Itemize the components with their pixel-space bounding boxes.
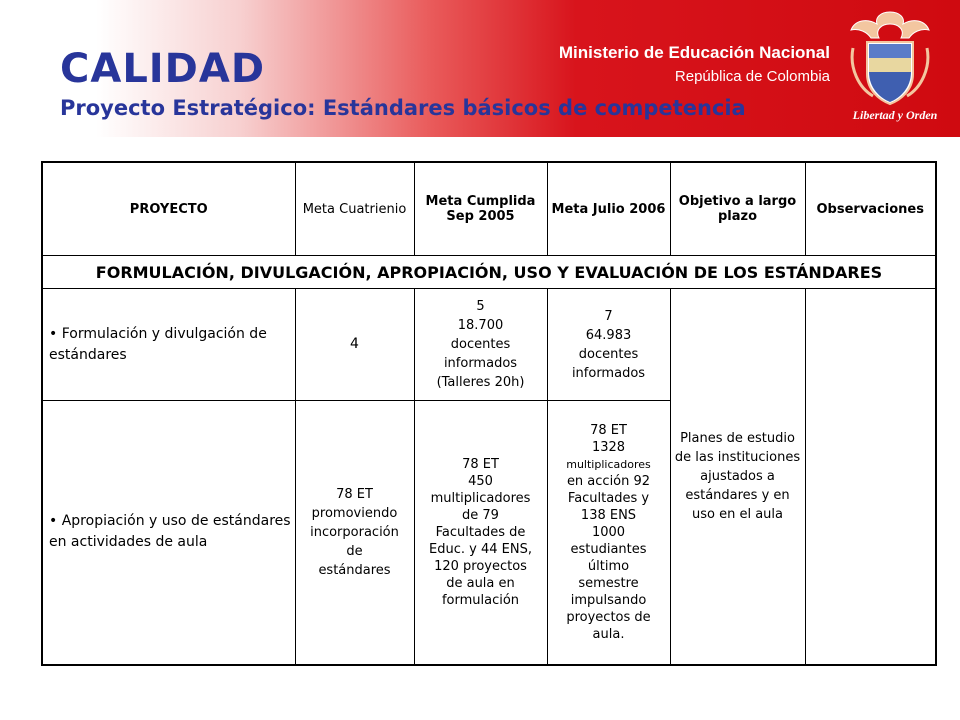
col-header-objetivo: Objetivo a largo plazo (670, 162, 805, 256)
section-title: FORMULACIÓN, DIVULGACIÓN, APROPIACIÓN, USO Y EVALUACIÓN DE LOS ESTÁNDARES (42, 256, 936, 289)
col-header-meta-cuatrienio: Meta Cuatrienio (295, 162, 414, 256)
value-line: 7 (604, 308, 613, 324)
value-line: multiplicadores (566, 457, 651, 471)
col-header-meta-julio: Meta Julio 2006 (547, 162, 670, 256)
observaciones-cell (805, 289, 936, 665)
col-header-proyecto: PROYECTO (42, 162, 295, 256)
value-line: Educ. y 44 ENS, (429, 541, 532, 557)
value-line: 78 ET (462, 456, 499, 472)
value-line: proyectos de (566, 609, 651, 625)
value-line: (Talleres 20h) (436, 375, 525, 390)
value-line: de (346, 543, 363, 559)
col-header-meta-cumplida: Meta Cumplida Sep 2005 (414, 162, 547, 256)
value-line: Facultades de (435, 524, 526, 540)
proyecto-label: Apropiación y uso de estándares en actividades de aula (49, 513, 291, 551)
value-line: incorporación (310, 524, 399, 540)
value-line: 78 ET (590, 422, 627, 438)
value-line: 1328 (591, 439, 626, 455)
value-line: multiplicadores (430, 490, 531, 506)
page-title: CALIDAD (60, 46, 266, 92)
meta-cumplida-cell (414, 401, 547, 665)
table-header-row (42, 162, 936, 256)
value-line: 120 proyectos (434, 558, 527, 574)
value-line: último (587, 558, 630, 574)
value-line: formulación (441, 592, 520, 608)
value-line: semestre (578, 575, 639, 591)
value-line: 64.983 (585, 327, 632, 343)
coat-of-arms-icon (845, 8, 935, 108)
value-line: 138 ENS (580, 507, 637, 523)
value-line: estándares (318, 562, 391, 578)
col-header-observaciones: Observaciones (805, 162, 936, 256)
section-row (42, 256, 936, 289)
meta-cuatrienio-cell: 4 (295, 289, 414, 401)
meta-cumplida-cell (414, 289, 547, 401)
value-line: de 79 (462, 507, 499, 523)
value-line: 450 (468, 473, 493, 489)
objetivo-cell: Planes de estudio de las instituciones ajustados a estándares y en uso en el aula (670, 289, 805, 665)
table-row (42, 289, 936, 401)
motto-text: Libertad y Orden (852, 108, 938, 122)
value-line: informados (443, 356, 518, 371)
value-line: docentes (450, 337, 511, 352)
meta-cuatrienio-cell (295, 401, 414, 665)
value-line: informados (571, 365, 646, 381)
proyecto-cell: • Apropiación y uso de estándares en actividades de aula (42, 401, 295, 665)
value-line: promoviendo (311, 505, 398, 521)
value-line: Facultades y (567, 490, 650, 506)
value-line: impulsando (570, 592, 647, 608)
page-subtitle: Proyecto Estratégico: Estándares básicos de competencia (60, 96, 746, 120)
value-line: estudiantes (570, 541, 647, 557)
proyecto-label: Formulación y divulgación de estándares (49, 325, 267, 363)
ministry-name: Ministerio de Educación Nacional (558, 43, 830, 62)
value-line: aula. (592, 626, 625, 642)
value-line: 1000 (591, 524, 626, 540)
ministry-block (559, 43, 830, 85)
value-line: 78 ET (336, 486, 373, 502)
value-line: de aula en (446, 575, 515, 591)
value-line: 5 (476, 299, 485, 314)
meta-julio-cell (547, 289, 670, 401)
meta-julio-cell (547, 401, 670, 665)
projects-table (41, 161, 937, 666)
value-line: docentes (578, 346, 639, 362)
proyecto-cell: • Formulación y divulgación de estándares (42, 289, 295, 401)
country-name: República de Colombia (674, 68, 830, 85)
value-line: 18.700 (457, 318, 504, 333)
value-line: en acción 92 (566, 473, 651, 489)
